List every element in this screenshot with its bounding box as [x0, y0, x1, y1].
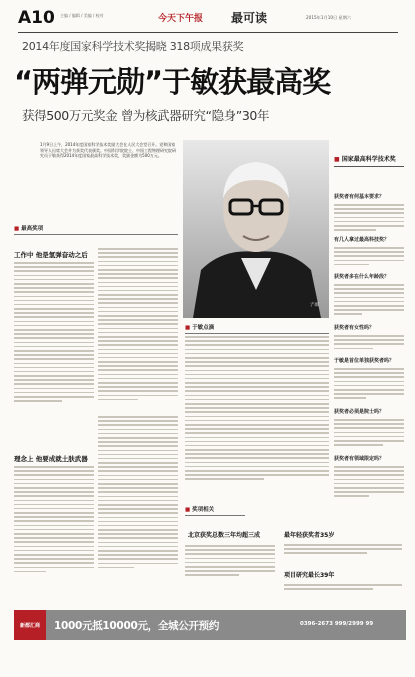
intro-section-label: [14, 224, 178, 235]
sidebar-q-5: 获奖者必须是院士吗？: [334, 409, 385, 415]
sidebar-q-4: 于敏是首位单独获奖者吗？: [334, 358, 395, 364]
body-col-3: [14, 466, 94, 580]
bullet-icon: ■: [14, 226, 20, 232]
bottom-right-title-2: 项目研究最长39年: [284, 572, 335, 579]
bullet-icon: ■: [334, 156, 340, 163]
focus-sidebar: [334, 154, 404, 502]
ad-slogan: 1000元抵10000元，全城公开预约: [54, 620, 220, 632]
photo-signature: 于敏: [308, 302, 319, 308]
sidebar-a-0: [334, 204, 404, 236]
bottom-right-body-1: [284, 544, 402, 560]
headline-kicker: 2014年度国家科学技术奖揭晓 318项成果获奖: [22, 40, 244, 53]
headline-main: “两弹元勋”于敏获最高奖: [14, 65, 331, 99]
sidebar-q-2: 获奖者多在什么年龄段？: [334, 274, 390, 280]
bottom-left-body: [185, 545, 275, 581]
focus-title: 国家最高科学技术奖: [341, 156, 396, 163]
ad-logo: [14, 610, 46, 640]
sidebar-a-6: [334, 466, 404, 506]
work-subhead: 工作中 他是氢弹奋动之后: [14, 251, 88, 259]
ad-banner: [14, 610, 406, 640]
portrait-illustration: [183, 140, 329, 318]
headline-sub: 获得500万元奖金 曾为核武器研究“隐身”30年: [22, 108, 270, 123]
feature-section-label: [185, 323, 329, 334]
portrait-photo: [183, 140, 329, 318]
sidebar-a-1: [334, 247, 404, 273]
focus-sidebar-title: [334, 154, 404, 167]
page-header: [18, 6, 398, 33]
bullet-icon: ■: [185, 507, 191, 513]
other-section-label: [185, 505, 245, 516]
life-subhead: 理念上 他要成就土肤武器: [14, 455, 88, 463]
lead-paragraph: 1月9日上午，2014年度国家科学技术奖励大会在人民大会堂召开。党和国家领导人出席大会并为获奖代表颁奖。中国科学院院士、中国工程物理研究院研究员于敏获得2014年度国家最高科学技术奖，奖励金额为500万元。: [40, 142, 176, 159]
bullet-icon: ■: [185, 325, 191, 331]
bottom-right-body-2: [284, 584, 402, 598]
body-col-1: [14, 262, 94, 410]
sidebar-q-0: 获奖者有何基本要求？: [334, 194, 385, 200]
sidebar-a-5: [334, 419, 404, 455]
sidebar-q-3: 获奖者有女性吗？: [334, 325, 375, 331]
sidebar-a-3: [334, 335, 404, 357]
paper-logo: 今天下午报: [158, 14, 204, 24]
sidebar-q-6: 获奖者有领域限定吗？: [334, 456, 385, 462]
body-col-4: [98, 416, 178, 580]
section-name: 最可读: [231, 11, 268, 25]
issue-date: 2015年1月10日 星期六: [306, 15, 352, 20]
other-title: 奖项相关: [192, 507, 215, 513]
intro-title: 最高奖项: [21, 226, 44, 232]
page-number: A10: [18, 8, 55, 28]
page-meta: 主编 / 编辑 / 美编 / 校对: [60, 13, 104, 18]
bottom-right-title-1: 最年轻获奖者35岁: [284, 532, 335, 539]
ad-logo-text: 新都汇商: [19, 622, 40, 629]
body-col-2: [98, 248, 178, 410]
sidebar-a-4: [334, 368, 404, 408]
feature-body: [185, 336, 329, 492]
sidebar-a-2: [334, 284, 404, 324]
feature-title: 于敏点滴: [192, 325, 215, 331]
ad-phone: 0396-2673 999/2999 99: [300, 621, 374, 627]
sidebar-q-1: 有几人拿过最高科技奖？: [334, 237, 390, 243]
bottom-left-title: 北京获奖总数三年均超三成: [188, 532, 261, 539]
